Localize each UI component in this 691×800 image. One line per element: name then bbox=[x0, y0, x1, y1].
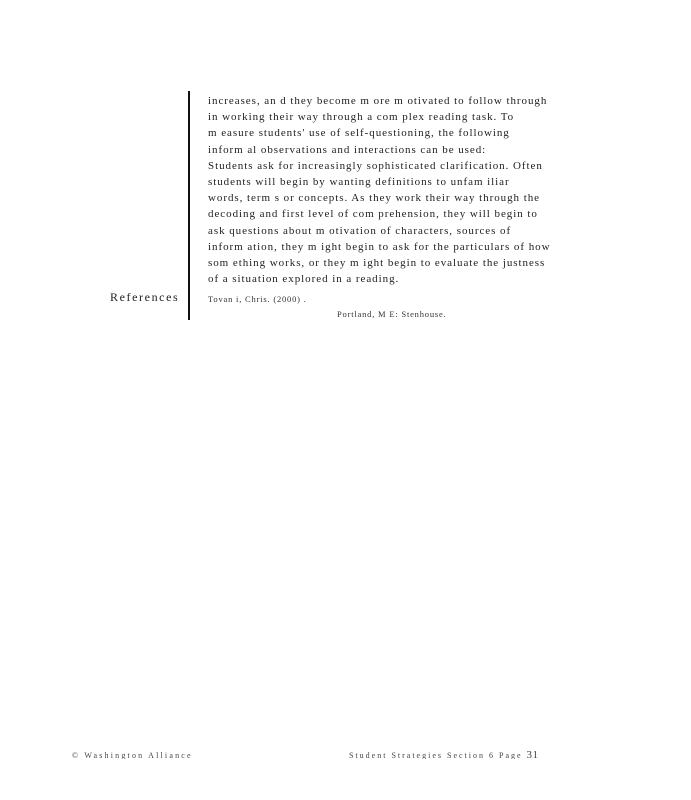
reference-publisher: Portland, M E: Stenhouse. bbox=[337, 309, 447, 319]
body-line: Students ask for increasingly sophisticated clarification. Often bbox=[208, 159, 543, 172]
body-line: in working their way through a com plex reading task. To bbox=[208, 111, 515, 124]
body-line: inform al observations and interactions can be used: bbox=[208, 143, 487, 156]
body-paragraph bbox=[208, 93, 568, 287]
body-line: m easure students' use of self-questioning, the following bbox=[208, 127, 510, 140]
body-line: words, term s or concepts. As they work their way through the bbox=[208, 192, 540, 205]
footer-page-info bbox=[349, 749, 539, 759]
margin-rule bbox=[188, 91, 190, 320]
body-line: students will begin by wanting definitions to unfam iliar bbox=[208, 176, 510, 189]
body-line: increases, an d they become m ore m otivated to follow through bbox=[208, 95, 548, 107]
body-line: decoding and first level of com prehension, they will begin to bbox=[208, 208, 538, 221]
footer-section-text: Student Strategies Section 6 Page bbox=[349, 751, 523, 759]
body-line: of a situation explored in a reading. bbox=[208, 273, 400, 286]
section-label-references: References bbox=[110, 290, 180, 304]
footer-copyright: © Washington Alliance bbox=[72, 751, 193, 759]
reference-author: Tovan i, Chris. (2000) . bbox=[208, 294, 307, 304]
page-number: 31 bbox=[526, 749, 539, 759]
body-line: inform ation, they m ight begin to ask for the particulars of how bbox=[208, 240, 551, 253]
body-line: ask questions about m otivation of characters, sources of bbox=[208, 224, 512, 237]
body-line: som ething works, or they m ight begin to evaluate the justness bbox=[208, 257, 546, 270]
